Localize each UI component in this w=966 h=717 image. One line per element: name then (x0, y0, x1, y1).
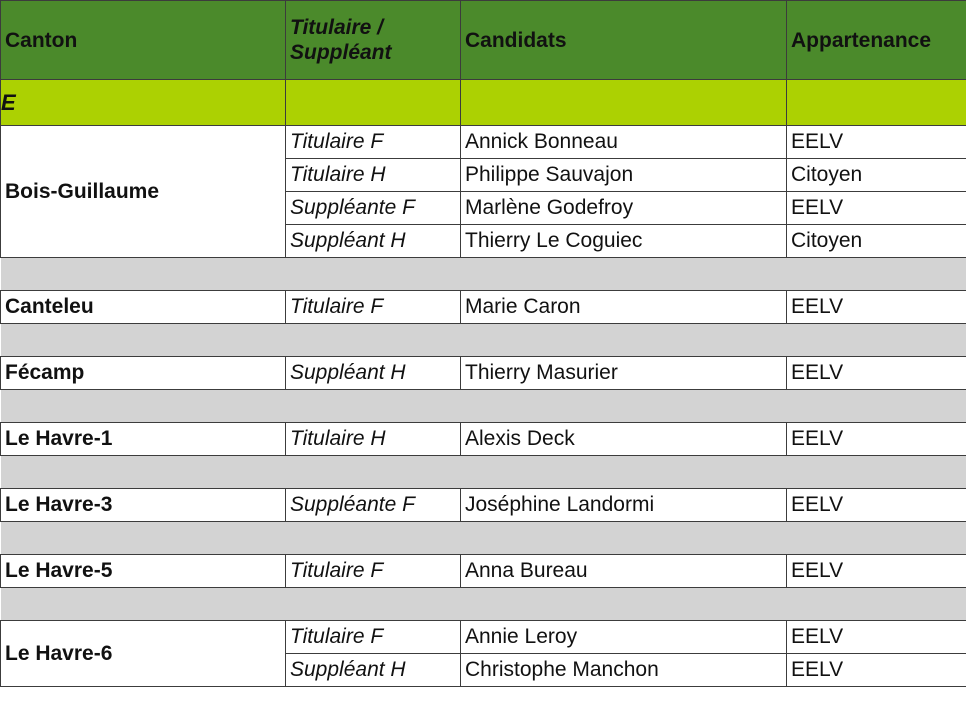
party-cell: EELV (787, 357, 966, 390)
role-cell: Titulaire F (286, 555, 461, 588)
header-canton: Canton (1, 1, 286, 80)
party-cell: EELV (787, 423, 966, 456)
role-cell: Titulaire H (286, 159, 461, 192)
candidate-cell: Anna Bureau (461, 555, 787, 588)
candidate-cell: Philippe Sauvajon (461, 159, 787, 192)
separator-row (1, 588, 966, 621)
canton-cell: Le Havre-3 (1, 489, 286, 522)
table-row (1, 489, 966, 522)
header-titulaire-line2: Suppléant (290, 41, 392, 64)
canton-cell: Canteleu (1, 291, 286, 324)
role-cell: Suppléante F (286, 192, 461, 225)
separator-row (1, 522, 966, 555)
section-label: E (1, 80, 286, 126)
role-cell: Titulaire F (286, 291, 461, 324)
canton-cell: Le Havre-5 (1, 555, 286, 588)
role-cell: Suppléant H (286, 357, 461, 390)
section-cell (286, 80, 461, 126)
role-cell: Titulaire H (286, 423, 461, 456)
party-cell: Citoyen (787, 159, 966, 192)
table-row (1, 291, 966, 324)
party-cell: EELV (787, 654, 966, 687)
candidate-cell: Joséphine Landormi (461, 489, 787, 522)
section-cell (787, 80, 966, 126)
role-cell: Titulaire F (286, 621, 461, 654)
role-cell: Titulaire F (286, 126, 461, 159)
header-titulaire-line1: Titulaire / (290, 16, 383, 39)
header-appartenance: Appartenance (787, 1, 966, 80)
candidate-cell: Annick Bonneau (461, 126, 787, 159)
separator-row (1, 390, 966, 423)
candidate-cell: Marlène Godefroy (461, 192, 787, 225)
table-row (1, 621, 966, 654)
party-cell: EELV (787, 555, 966, 588)
header-titulaire-suppleant (286, 1, 461, 80)
canton-cell: Fécamp (1, 357, 286, 390)
canton-cell: Le Havre-6 (1, 621, 286, 687)
party-cell: EELV (787, 126, 966, 159)
section-cell (461, 80, 787, 126)
candidate-cell: Annie Leroy (461, 621, 787, 654)
candidate-cell: Thierry Le Coguiec (461, 225, 787, 258)
candidate-cell: Christophe Manchon (461, 654, 787, 687)
role-cell: Suppléante F (286, 489, 461, 522)
separator-row (1, 324, 966, 357)
party-cell: EELV (787, 621, 966, 654)
party-cell: EELV (787, 291, 966, 324)
section-row (1, 80, 966, 126)
candidate-cell: Thierry Masurier (461, 357, 787, 390)
header-candidats: Candidats (461, 1, 787, 80)
separator-row (1, 258, 966, 291)
table-row (1, 555, 966, 588)
candidate-cell: Marie Caron (461, 291, 787, 324)
header-row (1, 1, 966, 80)
table-row (1, 357, 966, 390)
canton-cell: Bois-Guillaume (1, 126, 286, 258)
candidate-cell: Alexis Deck (461, 423, 787, 456)
table-row (1, 126, 966, 159)
role-cell: Suppléant H (286, 225, 461, 258)
canton-cell: Le Havre-1 (1, 423, 286, 456)
separator-row (1, 456, 966, 489)
table-row (1, 423, 966, 456)
party-cell: EELV (787, 192, 966, 225)
role-cell: Suppléant H (286, 654, 461, 687)
party-cell: EELV (787, 489, 966, 522)
party-cell: Citoyen (787, 225, 966, 258)
